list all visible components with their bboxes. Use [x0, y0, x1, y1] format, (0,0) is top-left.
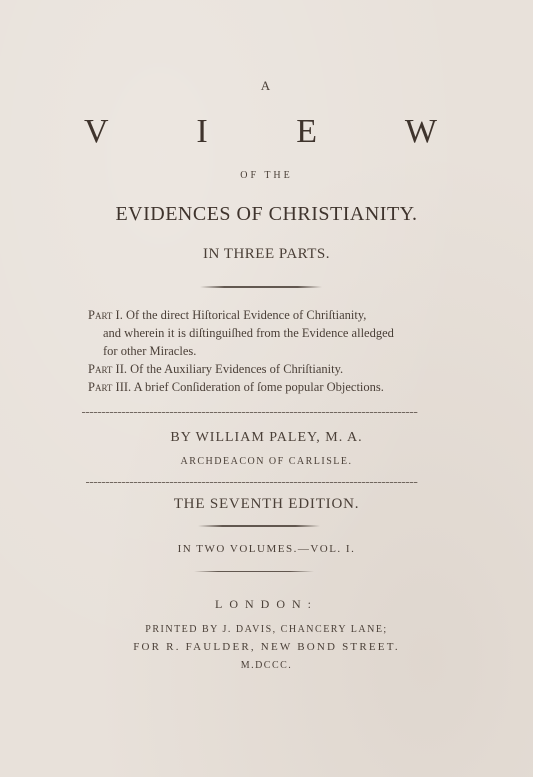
- part1-line1: [88, 306, 448, 324]
- volumes-line: IN TWO VOLUMES.—VOL. I.: [177, 543, 356, 555]
- ornamental-rule-2: [198, 525, 320, 527]
- imprint-city: LONDON:: [215, 597, 318, 611]
- part2-text: Of the Auxiliary Evidences of Chriſtianity.: [130, 362, 344, 376]
- imprint-publisher: FOR R. FAULDER, NEW BOND STREET.: [133, 641, 400, 653]
- part1-text-line3: for other Miracles.: [103, 344, 197, 358]
- part1-text-line1: Of the direct Hiſtorical Evidence of Chriſtianity,: [125, 308, 367, 322]
- part2-label: Part II.: [88, 362, 127, 376]
- part1-label: Part I.: [88, 308, 123, 322]
- author-title: ARCHDEACON OF CARLISLE.: [180, 456, 353, 467]
- part3-label: Part III.: [88, 380, 132, 394]
- ornamental-rule-1: [200, 286, 322, 288]
- part2-line: [88, 360, 448, 378]
- imprint-year: M.DCCC.: [240, 660, 293, 671]
- imprint-printer: PRINTED BY J. DAVIS, CHANCERY LANE;: [145, 624, 388, 635]
- edition-line: THE SEVENTH EDITION.: [173, 496, 360, 512]
- title-main: V I E W: [83, 113, 477, 150]
- author-line: BY WILLIAM PALEY, M. A.: [170, 430, 363, 445]
- separator-rule-1: [82, 412, 418, 413]
- part1-text-line2: and wherein it is diſtinguiſhed from the Evidence alledged: [103, 326, 394, 340]
- title-parts: IN THREE PARTS.: [202, 246, 331, 262]
- title-of-the: OF THE: [240, 170, 293, 181]
- ornamental-rule-3: [194, 571, 314, 572]
- part3-text: A brief Conſideration of ſome popular Objections.: [133, 380, 384, 394]
- title-subject: EVIDENCES OF CHRISTIANITY.: [115, 203, 418, 225]
- part3-line: [88, 378, 448, 396]
- contents-block: [88, 306, 448, 396]
- separator-rule-2: [86, 482, 418, 483]
- title-article: A: [260, 78, 273, 93]
